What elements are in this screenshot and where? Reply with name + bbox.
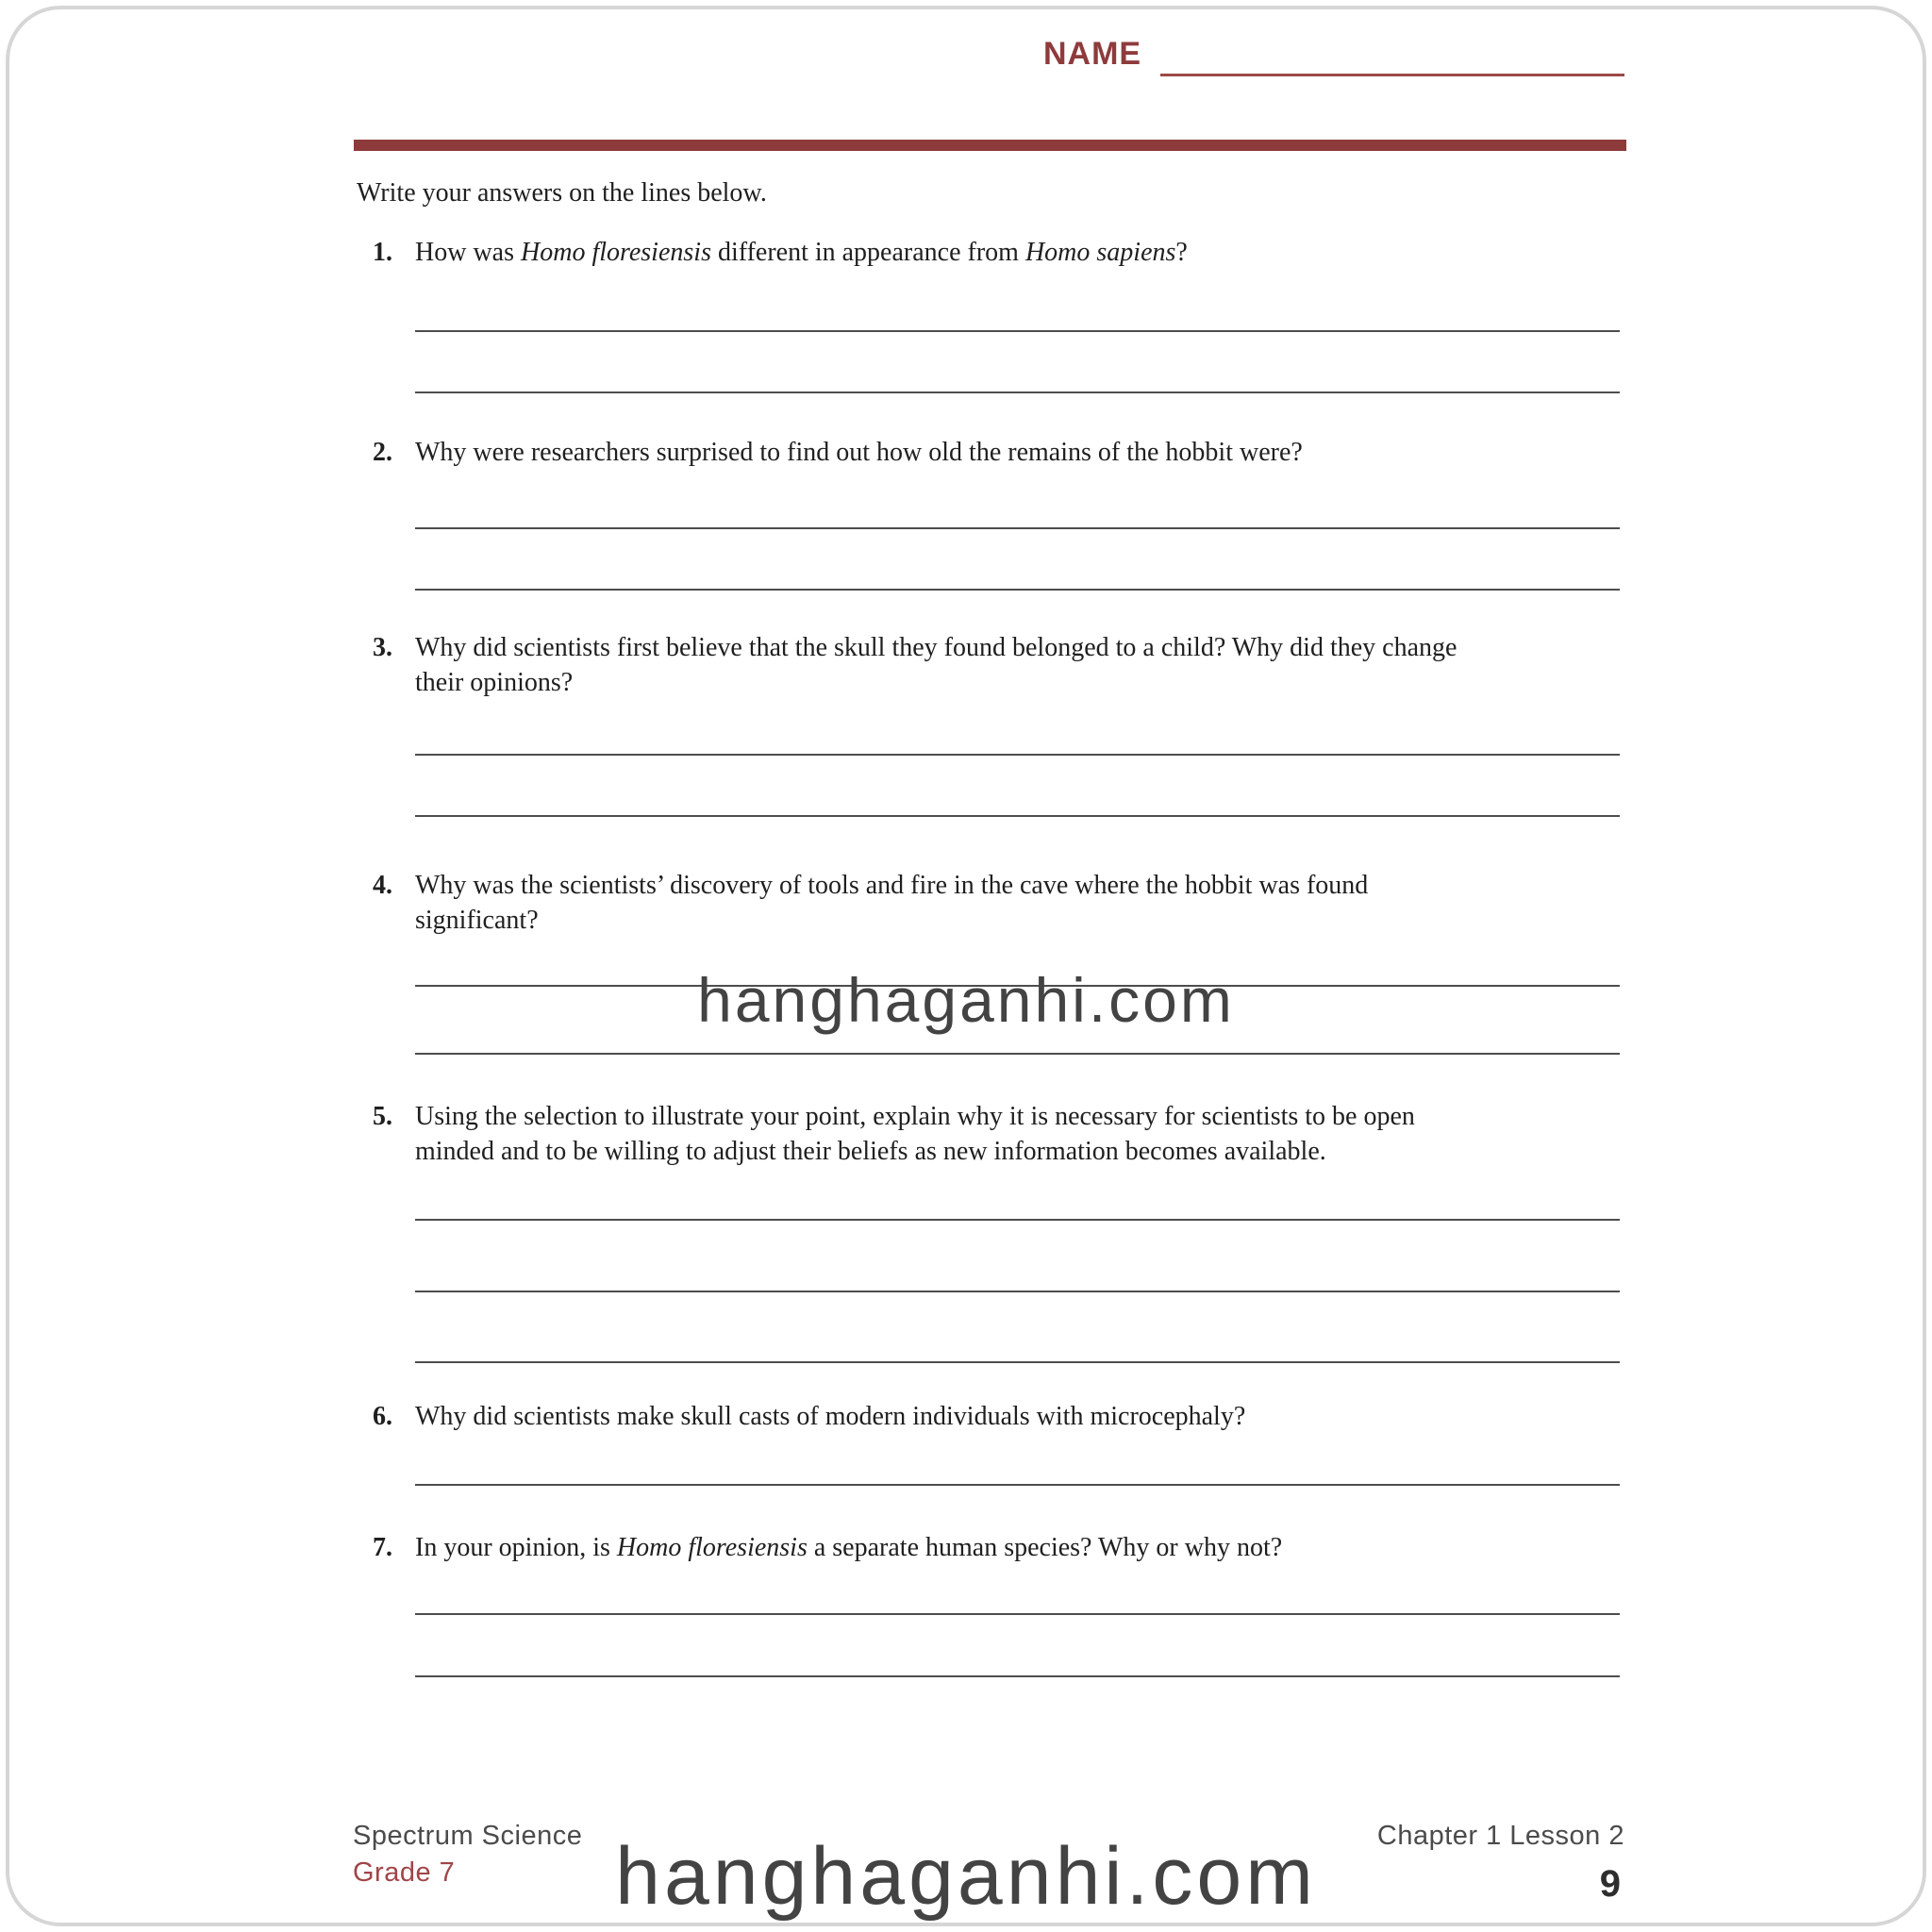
watermark-middle: hanghaganhi.com — [697, 965, 1235, 1035]
question-text: How was Homo floresiensis different in appearance from Homo sapiens? — [415, 238, 1188, 267]
answer-line — [415, 1484, 1620, 1486]
answer-line — [415, 1361, 1620, 1363]
question-5 — [354, 1099, 1637, 1169]
question-number: 5. — [373, 1102, 392, 1131]
name-blank-line — [1160, 74, 1624, 76]
question-2 — [354, 435, 1637, 470]
answer-line — [415, 1053, 1620, 1055]
question-number: 7. — [373, 1533, 392, 1562]
name-label: NAME — [1043, 36, 1142, 72]
footer-series: Spectrum Science — [353, 1821, 583, 1851]
answer-line — [415, 1219, 1620, 1221]
question-text: Why was the scientists’ discovery of tools and fire in the cave where the hobbit was found significant? — [415, 871, 1369, 935]
answer-line — [415, 1675, 1620, 1677]
question-6 — [354, 1399, 1637, 1434]
question-4 — [354, 868, 1637, 938]
answer-line — [415, 391, 1620, 393]
question-number: 4. — [373, 871, 392, 900]
answer-line — [415, 1613, 1620, 1615]
question-text: In your opinion, is Homo floresiensis a separate human species? Why or why not? — [415, 1533, 1283, 1562]
question-1 — [354, 235, 1637, 270]
question-text: Why were researchers surprised to find out how old the remains of the hobbit were? — [415, 438, 1303, 467]
question-3 — [354, 630, 1637, 700]
answer-line — [415, 589, 1620, 591]
question-number: 6. — [373, 1402, 392, 1431]
footer-grade: Grade 7 — [353, 1857, 456, 1888]
footer-chapter: Chapter 1 Lesson 2 — [1376, 1821, 1624, 1851]
watermark-bottom: hanghaganhi.com — [615, 1831, 1317, 1922]
question-text: Using the selection to illustrate your point, explain why it is necessary for scientists to be open minded and to be willing to adjust their beliefs as new information becomes available. — [415, 1102, 1415, 1166]
answer-line — [415, 330, 1620, 332]
answer-line — [415, 754, 1620, 756]
question-number: 3. — [373, 633, 392, 662]
answer-line — [415, 527, 1620, 529]
question-text: Why did scientists make skull casts of modern individuals with microcephaly? — [415, 1402, 1246, 1431]
question-text: Why did scientists first believe that the skull they found belonged to a child? Why did they change their opinions? — [415, 633, 1457, 697]
divider-rule — [354, 140, 1626, 151]
name-field-row — [1043, 36, 1624, 79]
question-number: 1. — [373, 238, 392, 267]
answer-line — [415, 1291, 1620, 1292]
question-number: 2. — [373, 438, 392, 467]
page-number: 9 — [1599, 1863, 1621, 1905]
question-7 — [354, 1530, 1637, 1565]
instruction-text: Write your answers on the lines below. — [357, 178, 767, 208]
answer-line — [415, 815, 1620, 817]
